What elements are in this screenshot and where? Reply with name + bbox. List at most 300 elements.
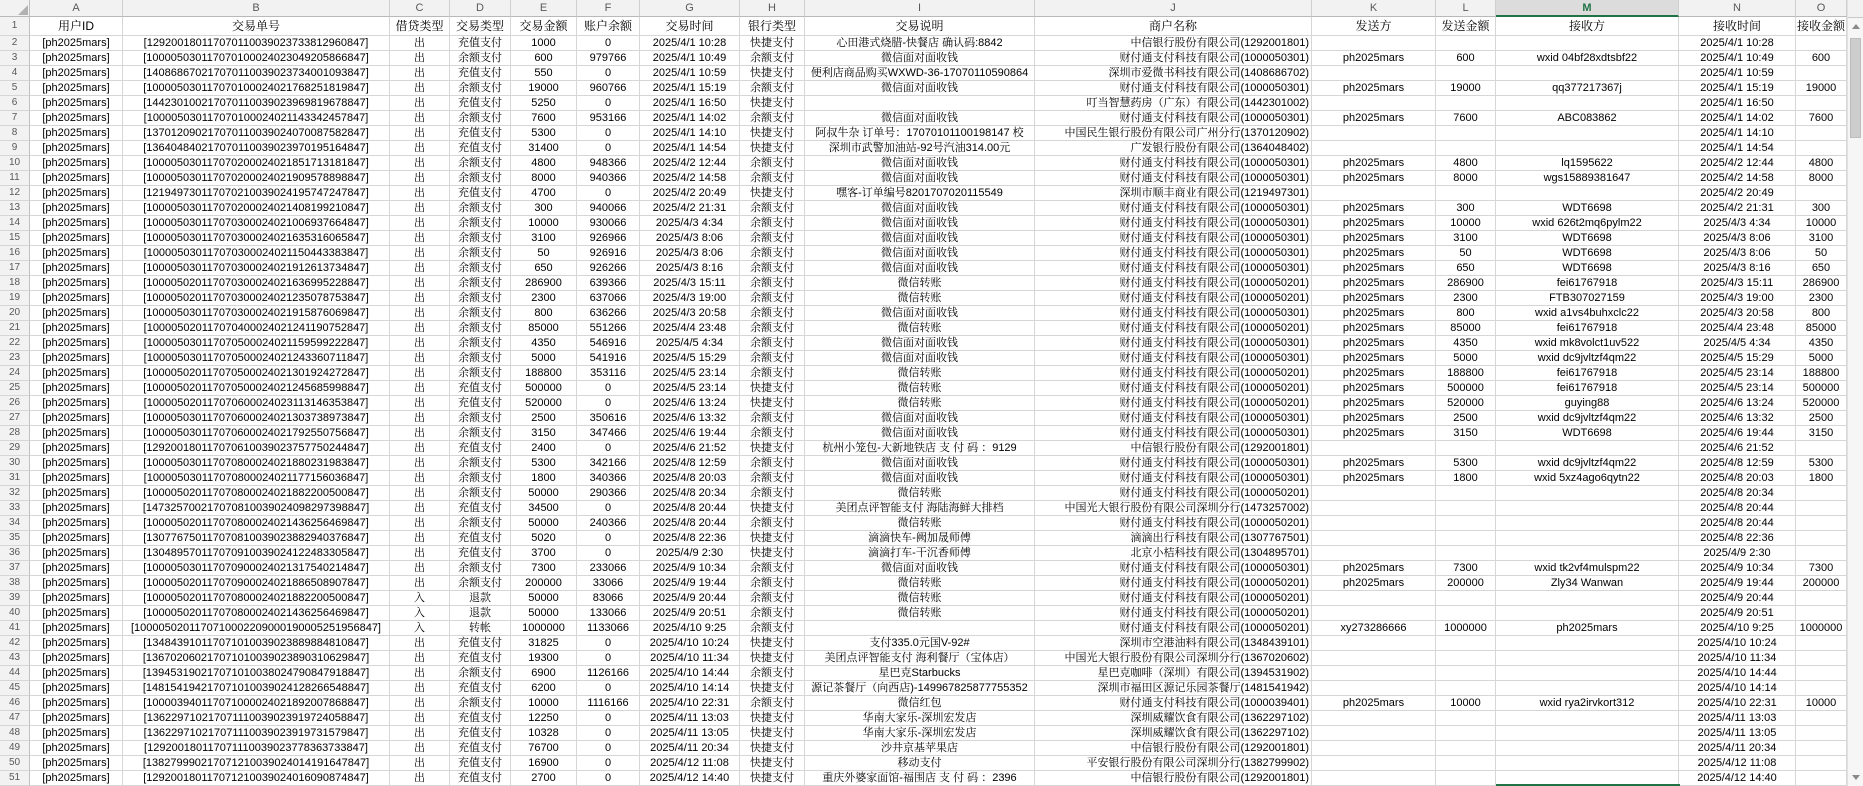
cell-B32[interactable]: [100005020117070800024021882200500847] — [123, 486, 390, 501]
cell-N34[interactable]: 2025/4/8 20:44 — [1679, 516, 1796, 531]
cell-M25[interactable]: fei61767918 — [1496, 381, 1679, 396]
cell-G12[interactable]: 2025/4/2 20:49 — [640, 186, 740, 201]
cell-E8[interactable]: 5300 — [511, 126, 577, 141]
cell-F43[interactable]: 0 — [577, 651, 640, 666]
cell-N7[interactable]: 2025/4/1 14:02 — [1679, 111, 1796, 126]
cell-G3[interactable]: 2025/4/1 10:49 — [640, 51, 740, 66]
row-number[interactable]: 7 — [0, 111, 30, 126]
row-number[interactable]: 45 — [0, 681, 30, 696]
row-number[interactable]: 9 — [0, 141, 30, 156]
cell-F4[interactable]: 0 — [577, 66, 640, 81]
column-header-L[interactable]: L — [1436, 0, 1496, 17]
cell-D9[interactable]: 充值支付 — [450, 141, 511, 156]
cell-O29[interactable] — [1796, 441, 1847, 456]
cell-E42[interactable]: 31825 — [511, 636, 577, 651]
cell-D20[interactable]: 余额支付 — [450, 306, 511, 321]
cell-B7[interactable]: [100005030117070100024021143342457847] — [123, 111, 390, 126]
cell-I41[interactable] — [805, 621, 1035, 636]
cell-L42[interactable] — [1436, 636, 1496, 651]
cell-G45[interactable]: 2025/4/10 14:14 — [640, 681, 740, 696]
cell-N13[interactable]: 2025/4/2 21:31 — [1679, 201, 1796, 216]
cell-K23[interactable]: ph2025mars — [1312, 351, 1436, 366]
cell-G8[interactable]: 2025/4/1 14:10 — [640, 126, 740, 141]
cell-M38[interactable]: Zly34 Wanwan — [1496, 576, 1679, 591]
cell-J2[interactable]: 中信银行股份有限公司(1292001801) — [1035, 36, 1312, 51]
cell-D49[interactable]: 充值支付 — [450, 741, 511, 756]
cell-N26[interactable]: 2025/4/6 13:24 — [1679, 396, 1796, 411]
cell-M8[interactable] — [1496, 126, 1679, 141]
cell-A25[interactable]: [ph2025mars] — [30, 381, 123, 396]
select-all-corner[interactable] — [0, 0, 30, 17]
cell-F36[interactable]: 0 — [577, 546, 640, 561]
cell-A19[interactable]: [ph2025mars] — [30, 291, 123, 306]
cell-N12[interactable]: 2025/4/2 20:49 — [1679, 186, 1796, 201]
cell-A45[interactable]: [ph2025mars] — [30, 681, 123, 696]
cell-I18[interactable]: 微信转账 — [805, 276, 1035, 291]
cell-F40[interactable]: 133066 — [577, 606, 640, 621]
cell-C29[interactable]: 出 — [390, 441, 450, 456]
cell-B16[interactable]: [100005030117070300024021150443383847] — [123, 246, 390, 261]
cell-E5[interactable]: 19000 — [511, 81, 577, 96]
cell-M26[interactable]: guying88 — [1496, 396, 1679, 411]
cell-K16[interactable]: ph2025mars — [1312, 246, 1436, 261]
row-number[interactable]: 11 — [0, 171, 30, 186]
column-header-N[interactable]: N — [1679, 0, 1796, 17]
cell-O6[interactable] — [1796, 96, 1847, 111]
cell-A28[interactable]: [ph2025mars] — [30, 426, 123, 441]
cell-G26[interactable]: 2025/4/6 13:24 — [640, 396, 740, 411]
cell-M27[interactable]: wxid dc9jvltzf4qm22 — [1496, 411, 1679, 426]
cell-C22[interactable]: 出 — [390, 336, 450, 351]
cell-M10[interactable]: lq1595622 — [1496, 156, 1679, 171]
cell-G20[interactable]: 2025/4/3 20:58 — [640, 306, 740, 321]
cell-N42[interactable]: 2025/4/10 10:24 — [1679, 636, 1796, 651]
cell-O42[interactable] — [1796, 636, 1847, 651]
cell-N27[interactable]: 2025/4/6 13:32 — [1679, 411, 1796, 426]
cell-M3[interactable]: wxid 04bf28xdtsbf22 — [1496, 51, 1679, 66]
cell-C4[interactable]: 出 — [390, 66, 450, 81]
scroll-up-button[interactable] — [1848, 18, 1863, 35]
cell-L35[interactable] — [1436, 531, 1496, 546]
cell-O30[interactable]: 5300 — [1796, 456, 1847, 471]
cell-K33[interactable] — [1312, 501, 1436, 516]
cell-B22[interactable]: [100005030117070500024021159599222847] — [123, 336, 390, 351]
cell-N19[interactable]: 2025/4/3 19:00 — [1679, 291, 1796, 306]
cell-M19[interactable]: FTB307027159 — [1496, 291, 1679, 306]
cell-A35[interactable]: [ph2025mars] — [30, 531, 123, 546]
cell-I31[interactable]: 微信面对面收钱 — [805, 471, 1035, 486]
cell-F42[interactable]: 0 — [577, 636, 640, 651]
vertical-scrollbar[interactable] — [1847, 0, 1863, 786]
cell-E39[interactable]: 50000 — [511, 591, 577, 606]
cell-I20[interactable]: 微信面对面收钱 — [805, 306, 1035, 321]
cell-G32[interactable]: 2025/4/8 20:34 — [640, 486, 740, 501]
cell-J47[interactable]: 深圳威耀饮食有限公司(1362297102) — [1035, 711, 1312, 726]
cell-K14[interactable]: ph2025mars — [1312, 216, 1436, 231]
cell-J35[interactable]: 滴滴出行科技有限公司(1307767501) — [1035, 531, 1312, 546]
cell-G39[interactable]: 2025/4/9 20:44 — [640, 591, 740, 606]
cell-L27[interactable]: 2500 — [1436, 411, 1496, 426]
cell-O41[interactable]: 1000000 — [1796, 621, 1847, 636]
cell-D44[interactable]: 余额支付 — [450, 666, 511, 681]
cell-I47[interactable]: 华南大家乐-深圳宏发店 — [805, 711, 1035, 726]
cell-H43[interactable]: 快捷支付 — [740, 651, 805, 666]
cell-O45[interactable] — [1796, 681, 1847, 696]
cell-N17[interactable]: 2025/4/3 8:16 — [1679, 261, 1796, 276]
cell-J20[interactable]: 财付通支付科技有限公司(1000050301) — [1035, 306, 1312, 321]
cell-N2[interactable]: 2025/4/1 10:28 — [1679, 36, 1796, 51]
cell-J51[interactable]: 中信银行股份有限公司(1292001801) — [1035, 771, 1312, 786]
cell-E49[interactable]: 76700 — [511, 741, 577, 756]
cell-I27[interactable]: 微信面对面收钱 — [805, 411, 1035, 426]
cell-N35[interactable]: 2025/4/8 22:36 — [1679, 531, 1796, 546]
cell-G11[interactable]: 2025/4/2 14:58 — [640, 171, 740, 186]
cell-K46[interactable]: ph2025mars — [1312, 696, 1436, 711]
cell-A5[interactable]: [ph2025mars] — [30, 81, 123, 96]
cell-H2[interactable]: 快捷支付 — [740, 36, 805, 51]
cell-N6[interactable]: 2025/4/1 16:50 — [1679, 96, 1796, 111]
cell-G50[interactable]: 2025/4/12 11:08 — [640, 756, 740, 771]
cell-I42[interactable]: 支付335.0元国V-92# — [805, 636, 1035, 651]
cell-C3[interactable]: 出 — [390, 51, 450, 66]
cell-H33[interactable]: 快捷支付 — [740, 501, 805, 516]
cell-K19[interactable]: ph2025mars — [1312, 291, 1436, 306]
cell-C36[interactable]: 出 — [390, 546, 450, 561]
cell-O44[interactable] — [1796, 666, 1847, 681]
cell-N20[interactable]: 2025/4/3 20:58 — [1679, 306, 1796, 321]
cell-M40[interactable] — [1496, 606, 1679, 621]
cell-K40[interactable] — [1312, 606, 1436, 621]
cell-O4[interactable] — [1796, 66, 1847, 81]
cell-K44[interactable] — [1312, 666, 1436, 681]
cell-O17[interactable]: 650 — [1796, 261, 1847, 276]
cell-M31[interactable]: wxid 5xz4ago6qytn22 — [1496, 471, 1679, 486]
cell-I13[interactable]: 微信面对面收钱 — [805, 201, 1035, 216]
cell-N15[interactable]: 2025/4/3 8:06 — [1679, 231, 1796, 246]
cell-G40[interactable]: 2025/4/9 20:51 — [640, 606, 740, 621]
cell-G6[interactable]: 2025/4/1 16:50 — [640, 96, 740, 111]
cell-K31[interactable]: ph2025mars — [1312, 471, 1436, 486]
cell-G24[interactable]: 2025/4/5 23:14 — [640, 366, 740, 381]
cell-M6[interactable] — [1496, 96, 1679, 111]
cell-A15[interactable]: [ph2025mars] — [30, 231, 123, 246]
row-number[interactable]: 21 — [0, 321, 30, 336]
cell-J41[interactable]: 财付通支付科技有限公司(1000050201) — [1035, 621, 1312, 636]
cell-I34[interactable]: 微信转账 — [805, 516, 1035, 531]
cell-A22[interactable]: [ph2025mars] — [30, 336, 123, 351]
cell-L25[interactable]: 500000 — [1436, 381, 1496, 396]
cell-C40[interactable]: 入 — [390, 606, 450, 621]
cell-D32[interactable]: 余额支付 — [450, 486, 511, 501]
cell-F45[interactable]: 0 — [577, 681, 640, 696]
row-number[interactable]: 37 — [0, 561, 30, 576]
cell-F51[interactable]: 0 — [577, 771, 640, 786]
cell-D11[interactable]: 余额支付 — [450, 171, 511, 186]
cell-K51[interactable] — [1312, 771, 1436, 786]
cell-D34[interactable]: 余额支付 — [450, 516, 511, 531]
cell-O18[interactable]: 286900 — [1796, 276, 1847, 291]
column-header-B[interactable]: B — [123, 0, 390, 17]
cell-L13[interactable]: 300 — [1436, 201, 1496, 216]
row-number[interactable]: 47 — [0, 711, 30, 726]
cell-E30[interactable]: 5300 — [511, 456, 577, 471]
cell-L7[interactable]: 7600 — [1436, 111, 1496, 126]
cell-H11[interactable]: 余额支付 — [740, 171, 805, 186]
cell-M21[interactable]: fei61767918 — [1496, 321, 1679, 336]
cell-I46[interactable]: 微信红包 — [805, 696, 1035, 711]
cell-L9[interactable] — [1436, 141, 1496, 156]
cell-H34[interactable]: 余额支付 — [740, 516, 805, 531]
cell-D26[interactable]: 充值支付 — [450, 396, 511, 411]
cell-B47[interactable]: [136229710217071110039023919724058847] — [123, 711, 390, 726]
row-number[interactable]: 18 — [0, 276, 30, 291]
cell-N29[interactable]: 2025/4/6 21:52 — [1679, 441, 1796, 456]
cell-D29[interactable]: 充值支付 — [450, 441, 511, 456]
cell-J14[interactable]: 财付通支付科技有限公司(1000050301) — [1035, 216, 1312, 231]
column-header-E[interactable]: E — [511, 0, 577, 17]
cell-E35[interactable]: 5020 — [511, 531, 577, 546]
cell-K26[interactable]: ph2025mars — [1312, 396, 1436, 411]
cell-A4[interactable]: [ph2025mars] — [30, 66, 123, 81]
cell-J5[interactable]: 财付通支付科技有限公司(1000050301) — [1035, 81, 1312, 96]
row-number[interactable]: 30 — [0, 456, 30, 471]
cell-A14[interactable]: [ph2025mars] — [30, 216, 123, 231]
cell-E20[interactable]: 800 — [511, 306, 577, 321]
cell-H13[interactable]: 余额支付 — [740, 201, 805, 216]
cell-F30[interactable]: 342166 — [577, 456, 640, 471]
row-number[interactable]: 35 — [0, 531, 30, 546]
cell-D16[interactable]: 余额支付 — [450, 246, 511, 261]
cell-F7[interactable]: 953166 — [577, 111, 640, 126]
cell-G44[interactable]: 2025/4/10 14:44 — [640, 666, 740, 681]
cell-H18[interactable]: 余额支付 — [740, 276, 805, 291]
cell-K18[interactable]: ph2025mars — [1312, 276, 1436, 291]
cell-C50[interactable]: 出 — [390, 756, 450, 771]
cell-L47[interactable] — [1436, 711, 1496, 726]
cell-M29[interactable] — [1496, 441, 1679, 456]
cell-B38[interactable]: [100005020117070900024021886508907847] — [123, 576, 390, 591]
cell-B35[interactable]: [130776750117070810039023882940376847] — [123, 531, 390, 546]
cell-C11[interactable]: 出 — [390, 171, 450, 186]
cell-M14[interactable]: wxid 626t2mq6pylm22 — [1496, 216, 1679, 231]
cell-J22[interactable]: 财付通支付科技有限公司(1000050301) — [1035, 336, 1312, 351]
cell-L26[interactable]: 520000 — [1436, 396, 1496, 411]
cell-H27[interactable]: 余额支付 — [740, 411, 805, 426]
cell-J7[interactable]: 财付通支付科技有限公司(1000050301) — [1035, 111, 1312, 126]
cell-D43[interactable]: 充值支付 — [450, 651, 511, 666]
cell-K10[interactable]: ph2025mars — [1312, 156, 1436, 171]
cell-I40[interactable]: 微信转账 — [805, 606, 1035, 621]
cell-K25[interactable]: ph2025mars — [1312, 381, 1436, 396]
cell-A16[interactable]: [ph2025mars] — [30, 246, 123, 261]
cell-F46[interactable]: 1116166 — [577, 696, 640, 711]
cell-F17[interactable]: 926266 — [577, 261, 640, 276]
cell-B42[interactable]: [134843910117071010039023889884810847] — [123, 636, 390, 651]
cell-N5[interactable]: 2025/4/1 15:19 — [1679, 81, 1796, 96]
cell-G7[interactable]: 2025/4/1 14:02 — [640, 111, 740, 126]
cell-I12[interactable]: 嘿客-订单编号8201707020115549 — [805, 186, 1035, 201]
cell-A40[interactable]: [ph2025mars] — [30, 606, 123, 621]
cell-C41[interactable]: 入 — [390, 621, 450, 636]
cell-J48[interactable]: 深圳威耀饮食有限公司(1362297102) — [1035, 726, 1312, 741]
cell-H7[interactable]: 余额支付 — [740, 111, 805, 126]
cell-M28[interactable]: WDT6698 — [1496, 426, 1679, 441]
cell-L23[interactable]: 5000 — [1436, 351, 1496, 366]
cell-O16[interactable]: 50 — [1796, 246, 1847, 261]
cell-O24[interactable]: 188800 — [1796, 366, 1847, 381]
cell-L46[interactable]: 10000 — [1436, 696, 1496, 711]
cell-C43[interactable]: 出 — [390, 651, 450, 666]
cell-A10[interactable]: [ph2025mars] — [30, 156, 123, 171]
cell-D2[interactable]: 充值支付 — [450, 36, 511, 51]
cell-G18[interactable]: 2025/4/3 15:11 — [640, 276, 740, 291]
cell-C24[interactable]: 出 — [390, 366, 450, 381]
cell-B4[interactable]: [140868670217070110039023734001093847] — [123, 66, 390, 81]
cell-L28[interactable]: 3150 — [1436, 426, 1496, 441]
cell-H31[interactable]: 余额支付 — [740, 471, 805, 486]
cell-E45[interactable]: 6200 — [511, 681, 577, 696]
cell-K29[interactable] — [1312, 441, 1436, 456]
cell-F31[interactable]: 340366 — [577, 471, 640, 486]
cell-N18[interactable]: 2025/4/3 15:11 — [1679, 276, 1796, 291]
cell-J44[interactable]: 星巴克咖啡（深圳）有限公司(1394531902) — [1035, 666, 1312, 681]
cell-A47[interactable]: [ph2025mars] — [30, 711, 123, 726]
cell-F23[interactable]: 541916 — [577, 351, 640, 366]
cell-D47[interactable]: 充值支付 — [450, 711, 511, 726]
cell-J4[interactable]: 深圳市爱微书科技有限公司(1408686702) — [1035, 66, 1312, 81]
cell-C32[interactable]: 出 — [390, 486, 450, 501]
cell-J15[interactable]: 财付通支付科技有限公司(1000050301) — [1035, 231, 1312, 246]
cell-I19[interactable]: 微信转账 — [805, 291, 1035, 306]
cell-L41[interactable]: 1000000 — [1436, 621, 1496, 636]
cell-A37[interactable]: [ph2025mars] — [30, 561, 123, 576]
cell-O9[interactable] — [1796, 141, 1847, 156]
row-number[interactable]: 44 — [0, 666, 30, 681]
cell-J13[interactable]: 财付通支付科技有限公司(1000050301) — [1035, 201, 1312, 216]
cell-L10[interactable]: 4800 — [1436, 156, 1496, 171]
cell-B12[interactable]: [121949730117070210039024195747247847] — [123, 186, 390, 201]
cell-F38[interactable]: 33066 — [577, 576, 640, 591]
cell-F21[interactable]: 551266 — [577, 321, 640, 336]
cell-D25[interactable]: 充值支付 — [450, 381, 511, 396]
cell-D24[interactable]: 余额支付 — [450, 366, 511, 381]
cell-K36[interactable] — [1312, 546, 1436, 561]
cell-C2[interactable]: 出 — [390, 36, 450, 51]
cell-A30[interactable]: [ph2025mars] — [30, 456, 123, 471]
cell-F50[interactable]: 0 — [577, 756, 640, 771]
cell-J17[interactable]: 财付通支付科技有限公司(1000050301) — [1035, 261, 1312, 276]
cell-L49[interactable] — [1436, 741, 1496, 756]
cell-F6[interactable]: 0 — [577, 96, 640, 111]
row-number[interactable]: 13 — [0, 201, 30, 216]
cell-K38[interactable]: ph2025mars — [1312, 576, 1436, 591]
cell-D23[interactable]: 余额支付 — [450, 351, 511, 366]
cell-K48[interactable] — [1312, 726, 1436, 741]
row-number[interactable]: 23 — [0, 351, 30, 366]
cell-E47[interactable]: 12250 — [511, 711, 577, 726]
cell-M22[interactable]: wxid mk8volct1uv522 — [1496, 336, 1679, 351]
cell-N24[interactable]: 2025/4/5 23:14 — [1679, 366, 1796, 381]
cell-O22[interactable]: 4350 — [1796, 336, 1847, 351]
cell-N3[interactable]: 2025/4/1 10:49 — [1679, 51, 1796, 66]
cell-C14[interactable]: 出 — [390, 216, 450, 231]
cell-G4[interactable]: 2025/4/1 10:59 — [640, 66, 740, 81]
cell-A12[interactable]: [ph2025mars] — [30, 186, 123, 201]
cell-M17[interactable]: WDT6698 — [1496, 261, 1679, 276]
cell-B26[interactable]: [100005020117070600024023113146353847] — [123, 396, 390, 411]
cell-K28[interactable]: ph2025mars — [1312, 426, 1436, 441]
cell-A27[interactable]: [ph2025mars] — [30, 411, 123, 426]
row-number[interactable]: 32 — [0, 486, 30, 501]
cell-L6[interactable] — [1436, 96, 1496, 111]
cell-A29[interactable]: [ph2025mars] — [30, 441, 123, 456]
cell-F27[interactable]: 350616 — [577, 411, 640, 426]
cell-C5[interactable]: 出 — [390, 81, 450, 96]
cell-A20[interactable]: [ph2025mars] — [30, 306, 123, 321]
cell-I25[interactable]: 微信转账 — [805, 381, 1035, 396]
cell-L39[interactable] — [1436, 591, 1496, 606]
cell-F3[interactable]: 979766 — [577, 51, 640, 66]
cell-C20[interactable]: 出 — [390, 306, 450, 321]
cell-A17[interactable]: [ph2025mars] — [30, 261, 123, 276]
column-header-H[interactable]: H — [740, 0, 805, 17]
cell-L37[interactable]: 7300 — [1436, 561, 1496, 576]
cell-J19[interactable]: 财付通支付科技有限公司(1000050201) — [1035, 291, 1312, 306]
cell-D6[interactable]: 充值支付 — [450, 96, 511, 111]
cell-L19[interactable]: 2300 — [1436, 291, 1496, 306]
cell-E28[interactable]: 3150 — [511, 426, 577, 441]
cell-N45[interactable]: 2025/4/10 14:14 — [1679, 681, 1796, 696]
cell-E14[interactable]: 10000 — [511, 216, 577, 231]
cell-I6[interactable] — [805, 96, 1035, 111]
cell-H30[interactable]: 余额支付 — [740, 456, 805, 471]
cell-N39[interactable]: 2025/4/9 20:44 — [1679, 591, 1796, 606]
cell-N41[interactable]: 2025/4/10 9:25 — [1679, 621, 1796, 636]
cell-N49[interactable]: 2025/4/11 20:34 — [1679, 741, 1796, 756]
cell-F2[interactable]: 0 — [577, 36, 640, 51]
cell-D42[interactable]: 充值支付 — [450, 636, 511, 651]
cell-I32[interactable]: 微信转账 — [805, 486, 1035, 501]
cell-H15[interactable]: 余额支付 — [740, 231, 805, 246]
cell-K6[interactable] — [1312, 96, 1436, 111]
cell-G14[interactable]: 2025/4/3 4:34 — [640, 216, 740, 231]
cell-H5[interactable]: 余额支付 — [740, 81, 805, 96]
cell-E48[interactable]: 10328 — [511, 726, 577, 741]
cell-H47[interactable]: 快捷支付 — [740, 711, 805, 726]
column-header-D[interactable]: D — [450, 0, 511, 17]
cell-O13[interactable]: 300 — [1796, 201, 1847, 216]
cell-L30[interactable]: 5300 — [1436, 456, 1496, 471]
cell-L21[interactable]: 85000 — [1436, 321, 1496, 336]
cell-C21[interactable]: 出 — [390, 321, 450, 336]
cell-A51[interactable]: [ph2025mars] — [30, 771, 123, 786]
cell-G47[interactable]: 2025/4/11 13:03 — [640, 711, 740, 726]
cell-H14[interactable]: 余额支付 — [740, 216, 805, 231]
cell-J38[interactable]: 财付通支付科技有限公司(1000050201) — [1035, 576, 1312, 591]
cell-D37[interactable]: 余额支付 — [450, 561, 511, 576]
cell-M32[interactable] — [1496, 486, 1679, 501]
cell-O10[interactable]: 4800 — [1796, 156, 1847, 171]
cell-O20[interactable]: 800 — [1796, 306, 1847, 321]
cell-A18[interactable]: [ph2025mars] — [30, 276, 123, 291]
cell-J43[interactable]: 中国光大银行股份有限公司深圳分行(1367020602) — [1035, 651, 1312, 666]
cell-O21[interactable]: 85000 — [1796, 321, 1847, 336]
cell-F28[interactable]: 347466 — [577, 426, 640, 441]
cell-N10[interactable]: 2025/4/2 12:44 — [1679, 156, 1796, 171]
cell-A36[interactable]: [ph2025mars] — [30, 546, 123, 561]
cell-D27[interactable]: 余额支付 — [450, 411, 511, 426]
cell-K20[interactable]: ph2025mars — [1312, 306, 1436, 321]
